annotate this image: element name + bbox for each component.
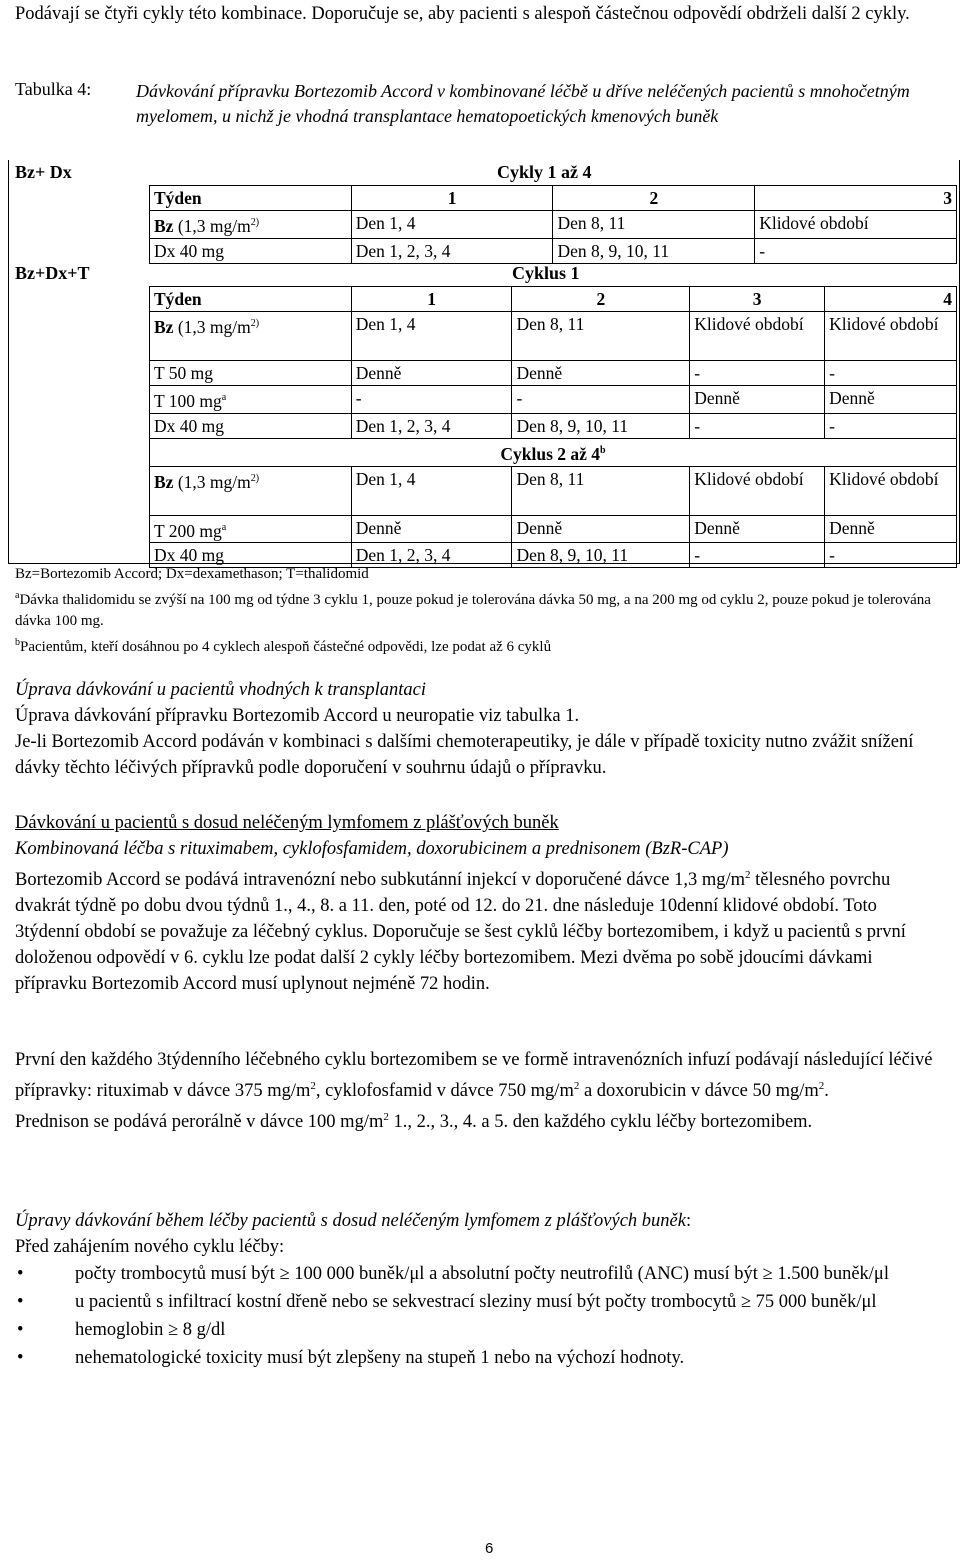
cell: Denně (690, 515, 825, 543)
week-4: 4 (825, 287, 957, 312)
cell: Den 1, 4 (351, 466, 512, 515)
cell: - (690, 543, 825, 568)
bzdx-cycle-title: Cykly 1 až 4 (497, 162, 592, 182)
week-header: Týden (150, 287, 352, 312)
cell: - (825, 361, 957, 386)
drug-dx: Dx 40 mg (150, 413, 352, 438)
list-item: • počty trombocytů musí být ≥ 100 000 buněk/μl a absolutní počty neutrofilů (ANC) musí být ≥ 1.500 buněk/μl (15, 1260, 945, 1288)
week-1: 1 (351, 186, 553, 211)
mcl-section-2 (15, 1047, 945, 1135)
mcl-bullets (15, 1260, 945, 1372)
bullet-icon: • (17, 1348, 24, 1368)
mcl-p2: První den každého 3týdenního léčebného cyklu bortezomibem se ve formě intravenózních infuzí podávají následující léčivé přípravky: rituximab v dávce 375 $mg/m^2$, cyklofosfamid v dávce 750 $mg/m^2$ a doxorubicin v dávce 50 $mg/m^2$. (15, 1050, 933, 1102)
table-row (150, 211, 957, 239)
cell: Den 8, 9, 10, 11 (512, 543, 690, 568)
adjust-heading: Úprava dávkování u pacientů vhodných k transplantaci (15, 680, 427, 700)
list-item: • hemoglobin ≥ 8 g/dl (15, 1316, 945, 1344)
cell: Den 8, 11 (553, 211, 755, 239)
table-row (150, 515, 957, 543)
week-2: 2 (553, 186, 755, 211)
cell: Den 8, 9, 10, 11 (512, 413, 690, 438)
cell: Denně (825, 515, 957, 543)
cell: - (351, 386, 512, 414)
cell: - (755, 238, 957, 263)
mcl-p3: Prednison se podává perorálně v dávce 100 $mg/m^2$ 1., 2., 3., 4. a 5. den každého cyklu léčby bortezomibem. (15, 1111, 813, 1133)
drug-bz: Bz (1,3 $mg/m^{2)}$ (150, 312, 352, 361)
footnote-a: $^a$Dávka thalidomidu se zvýší na 100 mg od týdne 3 cyklu 1, pouze pokud je tolerována dávka 50 mg, a na 200 mg od cyklu 2, pouze pokud je tolerována dávka 100 mg. (15, 590, 931, 629)
cell: Den 1, 4 (351, 211, 553, 239)
week-3: 3 (690, 287, 825, 312)
mcl-section (15, 810, 945, 997)
cell: - (690, 361, 825, 386)
drug-bz: Bz (1,3 $mg/m^{2)}$ (150, 466, 352, 515)
drug-bz: Bz (1,3 $mg/m^{2)}$ (150, 211, 352, 239)
table-left-border (8, 160, 9, 563)
table-footnotes (15, 564, 945, 658)
cell: Den 8, 11 (512, 466, 690, 515)
list-item: • nehematologické toxicity musí být zlepšeny na stupeň 1 nebo na výchozí hodnoty. (15, 1344, 945, 1372)
cell: Denně (690, 386, 825, 414)
cell: Den 1, 4 (351, 312, 512, 361)
bullet-icon: • (17, 1292, 24, 1312)
bullet-icon: • (17, 1320, 24, 1340)
mcl-subheading: Kombinovaná léčba s rituximabem, cyklofosfamidem, doxorubicinem a prednisonem (BzR-CAP) (15, 839, 729, 859)
cell: Denně (351, 361, 512, 386)
bzdx-table (149, 185, 957, 264)
table-label: Tabulka 4: (15, 79, 92, 99)
cell: Denně (512, 515, 690, 543)
table-row (150, 466, 957, 515)
mcl-adjust (15, 1208, 945, 1372)
bzdxt-label: Bz+Dx+T (15, 263, 90, 283)
adjust-p2: Je-li Bortezomib Accord podáván v kombinaci s dalšími chemoterapeutiky, je dále v případě toxicity nutno zvážit snížení dávky těchto léčivých přípravků podle doporučení v souhrnu údajů o přípravku. (15, 732, 914, 778)
cell: Den 8, 11 (512, 312, 690, 361)
table-row (150, 287, 957, 312)
mcl-heading: Dávkování u pacientů s dosud neléčeným lymfomem z plášťových buněk (15, 813, 559, 833)
cell: Klidové období (690, 312, 825, 361)
cell: Den 1, 2, 3, 4 (351, 413, 512, 438)
cell: Denně (351, 515, 512, 543)
list-item: • u pacientů s infiltrací kostní dřeně nebo se sekvestrací sleziny musí být počty trombocytů ≥ 75 000 buněk/μl (15, 1288, 945, 1316)
week-1: 1 (351, 287, 512, 312)
table-row (150, 413, 957, 438)
cycle2-title: Cyklus 2 až 4$^b$ (150, 438, 957, 466)
cell: Klidové období (825, 312, 957, 361)
drug-t50: T 50 mg (150, 361, 352, 386)
table-row (150, 438, 957, 466)
mcl-adjust-heading: Úpravy dávkování během léčby pacientů s dosud neléčeným lymfomem z plášťových buněk: (15, 1211, 692, 1231)
bzdxt-table (149, 286, 957, 568)
cell: Klidové období (825, 466, 957, 515)
cell: - (512, 386, 690, 414)
drug-t200: T 200 $mg^a$ (150, 515, 352, 543)
cell: - (825, 413, 957, 438)
cell: - (690, 413, 825, 438)
mcl-p1: Bortezomib Accord se podává intravenózní nebo subkutánní injekcí v doporučené dávce 1,3 $mg/m^2$ tělesného povrchu dvakrát týdně po dobu dvou týdnů 1., 4., 8. a 11. den, poté od 12. do 21. dne následuje 10denní klidové období. Toto 3týdenní období se považuje za léčebný cyklus. Doporučuje se šest cyklů léčby bortezomibem, i když u pacientů s první doloženou odpovědí v 6. cyklu lze podat další 2 cykly léčby bortezomibem. Mezi dvěma po sobě jdoucími dávkami přípravku Bortezomib Accord musí uplynout nejméně 72 hodin. (15, 869, 906, 995)
week-header: Týden (150, 186, 352, 211)
adjust-p1: Úprava dávkování přípravku Bortezomib Accord u neuropatie viz tabulka 1. (15, 706, 580, 726)
cell: Denně (512, 361, 690, 386)
table-row (150, 312, 957, 361)
cell: Denně (825, 386, 957, 414)
adjust-section (15, 677, 945, 781)
table-row (150, 238, 957, 263)
table-row (150, 361, 957, 386)
cell: Den 1, 2, 3, 4 (351, 543, 512, 568)
cell: Klidové období (690, 466, 825, 515)
mcl-before: Před zahájením nového cyklu léčby: (15, 1237, 285, 1257)
table-caption-text: Dávkování přípravku Bortezomib Accord v kombinované léčbě u dříve neléčených pacientů s mnohočetným myelomem, u nichž je vhodná transplantace hematopoetických kmenových buněk (136, 81, 910, 126)
cell: Den 8, 9, 10, 11 (553, 238, 755, 263)
intro-paragraph: Podávají se čtyři cykly této kombinace. Doporučuje se, aby pacienti s alespoň částečnou odpovědí obdrželi další 2 cykly. (15, 4, 910, 24)
drug-dx: Dx 40 mg (150, 238, 352, 263)
bullet-icon: • (17, 1264, 24, 1284)
week-3: 3 (755, 186, 957, 211)
drug-dx: Dx 40 mg (150, 543, 352, 568)
table-row (150, 386, 957, 414)
cell: Klidové období (755, 211, 957, 239)
cell: - (825, 543, 957, 568)
cell: Den 1, 2, 3, 4 (351, 238, 553, 263)
footnote-b: $^b$Pacientům, kteří dosáhnou po 4 cyklech alespoň částečné odpovědi, lze podat až 6 cyklů (15, 637, 552, 655)
week-2: 2 (512, 287, 690, 312)
page-number: 6 (485, 1540, 494, 1557)
bzdx-label: Bz+ Dx (15, 162, 72, 182)
drug-t100: T 100 $mg^a$ (150, 386, 352, 414)
footnote-abbr: Bz=Bortezomib Accord; Dx=dexamethason; T=thalidomid (15, 566, 369, 582)
bzdxt-cycle1-title: Cyklus 1 (512, 263, 580, 283)
table-row (150, 186, 957, 211)
